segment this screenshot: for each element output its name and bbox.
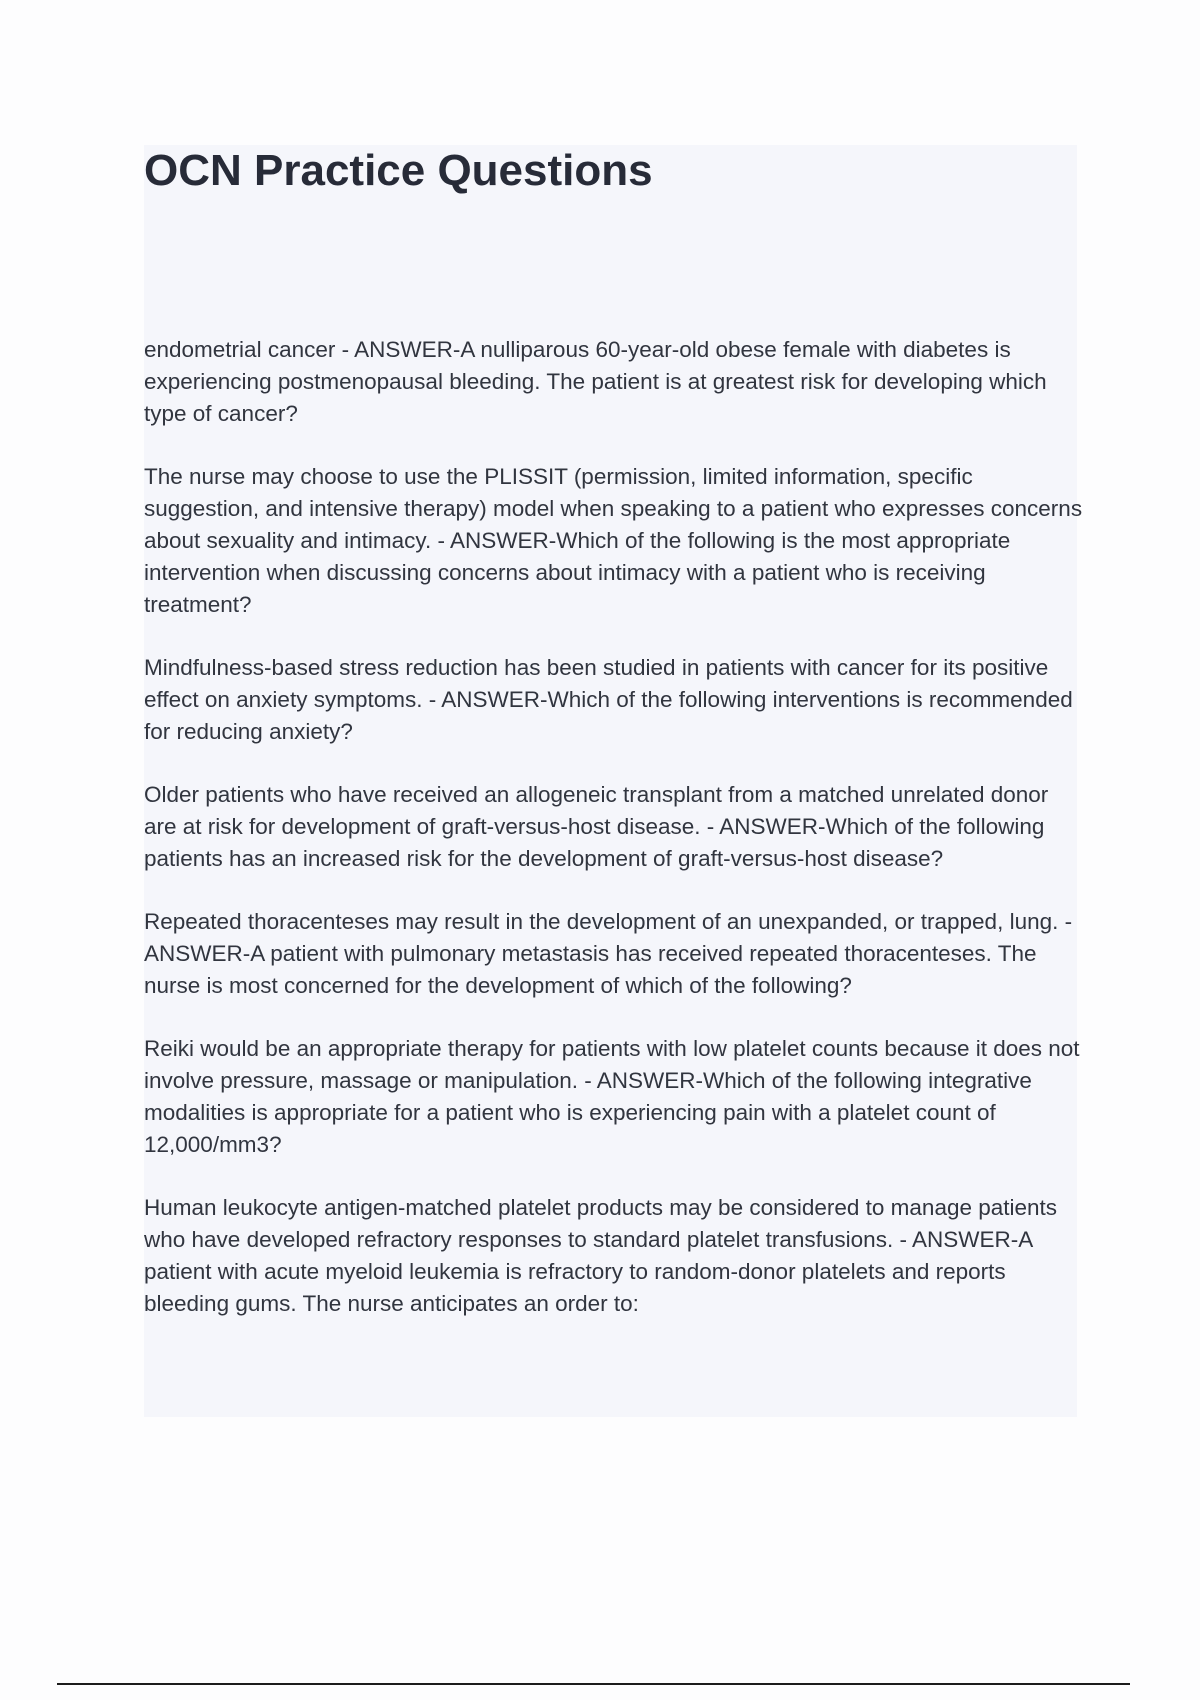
qa-question: A nulliparous 60-year-old obese female with diabetes is experiencing postmenopausal bleeding. The patient is at greatest risk for developing which type of cancer? xyxy=(144,337,1047,426)
qa-question: Which of the following patients has an increased risk for the development of graft-versus-host disease? xyxy=(144,814,1045,871)
qa-item xyxy=(144,334,1084,430)
qa-item xyxy=(144,779,1084,875)
qa-separator: - ANSWER- xyxy=(893,1227,1019,1252)
footer-divider xyxy=(57,1683,1130,1685)
qa-answer: Older patients who have received an allogeneic transplant from a matched unrelated donor are at risk for development of graft-versus-host disease. xyxy=(144,782,1049,839)
qa-answer: Reiki would be an appropriate therapy for patients with low platelet counts because it does not involve pressure, massage or manipulation. xyxy=(144,1036,1080,1093)
qa-answer: endometrial cancer xyxy=(144,337,336,362)
qa-question: Which of the following integrative modalities is appropriate for a patient who is experiencing pain with a platelet count of 12,000/mm3? xyxy=(144,1068,1032,1157)
qa-separator: - ANSWER- xyxy=(431,528,557,553)
qa-answer: Human leukocyte antigen-matched platelet products may be considered to manage patients who have developed refractory responses to standard platelet transfusions. xyxy=(144,1195,1058,1252)
qa-list xyxy=(144,334,1084,1320)
qa-item xyxy=(144,461,1084,621)
qa-question: Which of the following is the most appropriate intervention when discussing concerns about intimacy with a patient who is receiving treatment? xyxy=(144,528,1011,617)
qa-answer: Repeated thoracenteses may result in the development of an unexpanded, or trapped, lung. xyxy=(144,909,1059,934)
qa-item xyxy=(144,652,1084,748)
qa-item xyxy=(144,1033,1084,1161)
qa-answer: Mindfulness-based stress reduction has been studied in patients with cancer for its positive effect on anxiety symptoms. xyxy=(144,655,1049,712)
qa-item xyxy=(144,906,1084,1002)
qa-question: Which of the following interventions is recommended for reducing anxiety? xyxy=(144,687,1073,744)
qa-question: A patient with acute myeloid leukemia is refractory to random-donor platelets and reports bleeding gums. The nurse anticipates an order to: xyxy=(144,1227,1032,1316)
qa-separator: - ANSWER- xyxy=(144,909,1073,966)
qa-item xyxy=(144,1192,1084,1320)
page-title: OCN Practice Questions xyxy=(144,146,653,195)
qa-question: A patient with pulmonary metastasis has received repeated thoracenteses. The nurse is most concerned for the development of which of the following? xyxy=(144,941,1037,998)
qa-separator: - ANSWER- xyxy=(700,814,826,839)
qa-separator: - ANSWER- xyxy=(577,1068,703,1093)
qa-answer: The nurse may choose to use the PLISSIT (permission, limited information, specific suggestion, and intensive therapy) model when speaking to a patient who expresses concerns about sexuality and intimacy. xyxy=(144,464,1083,553)
qa-separator: - ANSWER- xyxy=(422,687,548,712)
qa-separator: - ANSWER- xyxy=(335,337,461,362)
